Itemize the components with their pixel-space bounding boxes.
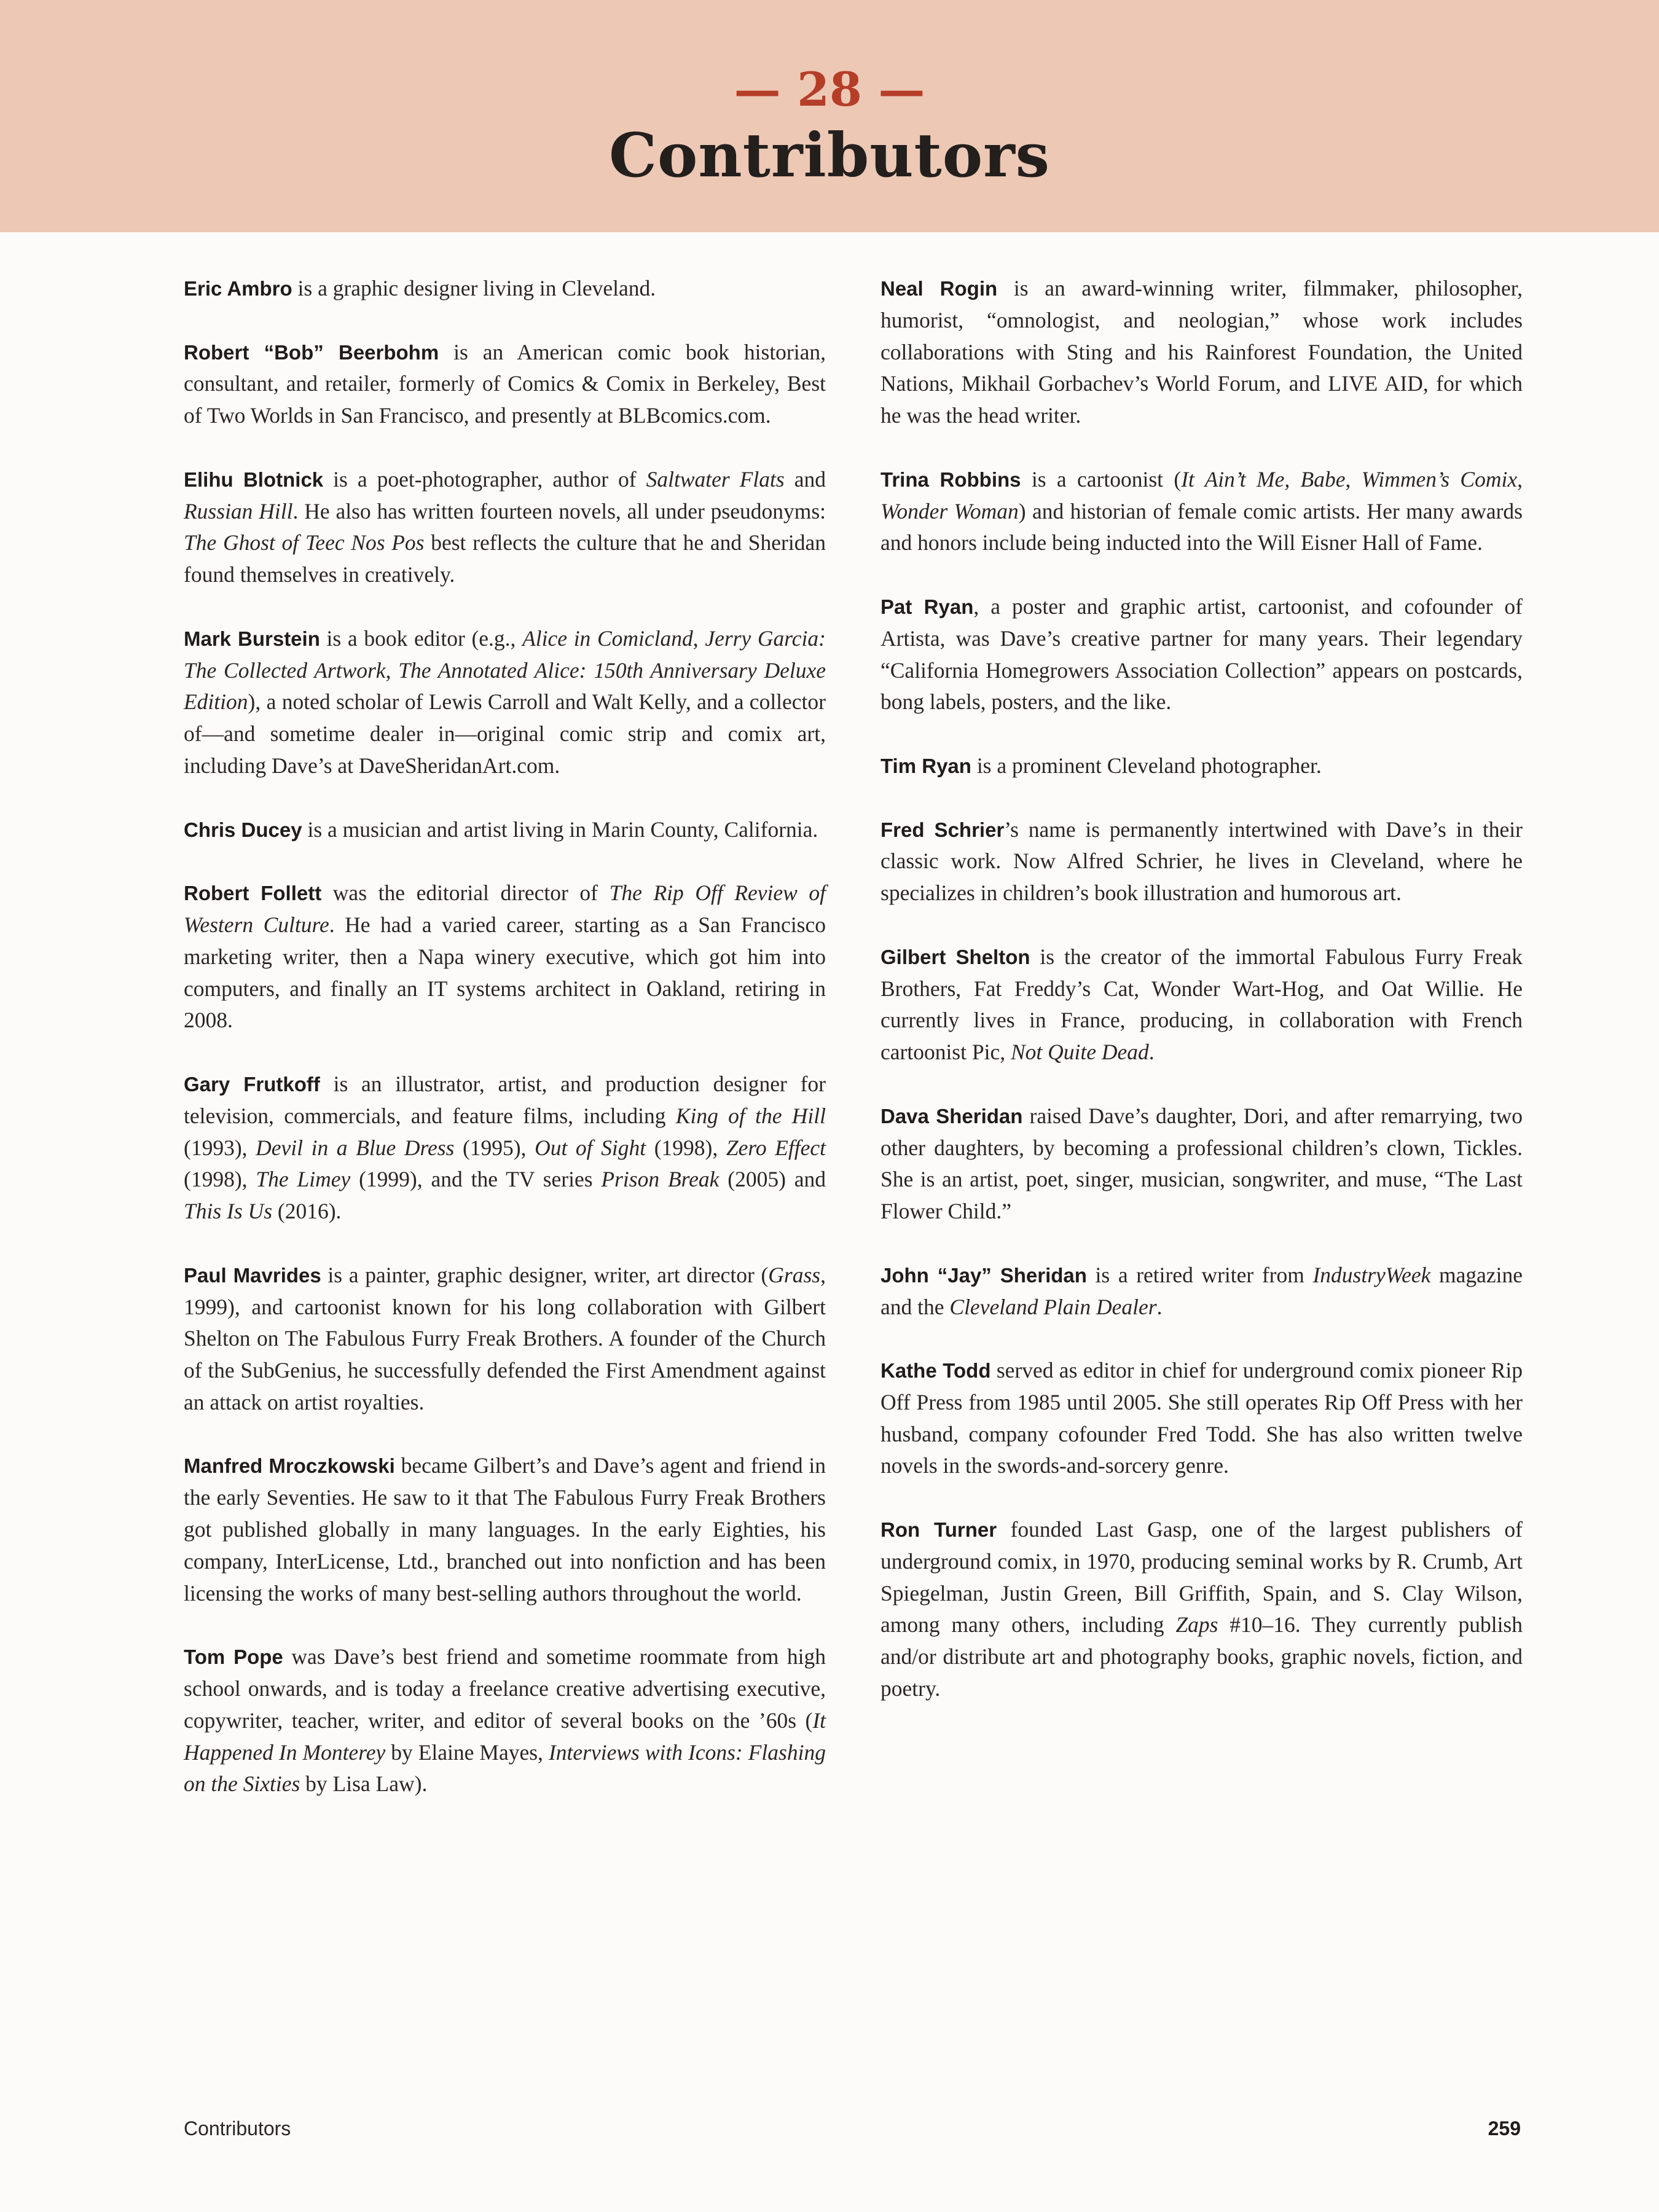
- bio-text: ,: [1517, 466, 1523, 492]
- bio-text: ,: [1345, 466, 1362, 492]
- contributor-name: Paul Mavrides: [184, 1263, 321, 1287]
- contributor-name: Eric Ambro: [184, 277, 292, 300]
- bio-text: by Elaine Mayes,: [385, 1739, 549, 1765]
- italic-title: Zero Effect: [726, 1135, 826, 1160]
- italic-title: Zaps: [1175, 1612, 1218, 1637]
- italic-title: The Rip Off Review of Western Culture: [184, 880, 826, 937]
- italic-title: Out of Sight: [535, 1135, 646, 1160]
- bio-text: (1993),: [184, 1135, 256, 1160]
- contributor-name: Robert “Bob” Beerbohm: [184, 340, 439, 364]
- contributor-name: Pat Ryan: [880, 595, 974, 618]
- bio-text: is a graphic designer living in Cleveland.: [292, 276, 656, 300]
- contributor-entry: [184, 623, 826, 782]
- italic-title: Devil in a Blue Dress: [256, 1135, 455, 1160]
- footer-section-label: Contributors: [184, 2117, 291, 2139]
- contributor-name: Tom Pope: [184, 1645, 283, 1669]
- contributor-entry: [184, 464, 826, 591]
- bio-text: is an illustrator, artist, and production designer for television, commercials, and feature films, including: [184, 1071, 826, 1128]
- bio-text: is a cartoonist (: [1021, 466, 1182, 492]
- italic-title: Jerry Garcia: The Collected Artwork: [184, 626, 826, 683]
- chapter-number: — 28 —: [734, 62, 925, 117]
- italic-title: Russian Hill: [184, 498, 293, 524]
- contributor-name: Chris Ducey: [184, 818, 302, 841]
- italic-title: Interviews with Icons: Flashing on the Sixties: [184, 1739, 826, 1797]
- bio-text: is a book editor (e.g.,: [320, 626, 523, 651]
- italic-title: This Is Us: [184, 1199, 273, 1224]
- bio-text: is a painter, graphic designer, writer, art director (: [321, 1262, 769, 1287]
- italic-title: IndustryWeek: [1312, 1262, 1431, 1287]
- contributor-name: Tim Ryan: [880, 754, 971, 777]
- bio-text: by Lisa Law).: [300, 1771, 428, 1797]
- contributor-entry: [880, 1514, 1523, 1705]
- bio-text: is a poet-photographer, author of: [323, 466, 646, 492]
- bio-text: is an American comic book historian, consultant, and retailer, formerly of Comics & Comix in Berkeley, Best of Two Worlds in San Francisco, and presently at BLBcomics.com.: [184, 339, 826, 428]
- contributor-entry: [880, 814, 1523, 909]
- bio-text: (1998),: [646, 1135, 726, 1160]
- contributor-name: Dava Sheridan: [880, 1104, 1023, 1128]
- bio-text: is a retired writer from: [1086, 1262, 1313, 1287]
- bio-text: ), a noted scholar of Lewis Carroll and Walt Kelly, and a collector of—and sometime dealer in—original comic strip and comix art, including Dave’s at DaveSheridanArt.com.: [184, 689, 826, 778]
- bio-text: . He had a varied career, starting as a San Francisco marketing writer, then a Napa winery executive, which got him into computers, and finally an IT systems architect in Oakland, retiring in 2008.: [184, 912, 826, 1033]
- bio-text: best reflects the culture that he and Sheridan found themselves in creatively.: [184, 530, 826, 587]
- italic-title: It Ain’t Me, Babe: [1181, 466, 1346, 492]
- bio-text: served as editor in chief for underground comix pioneer Rip Off Press from 1985 until 2005. She still operates Rip Off Press with her husband, company cofounder Fred Todd. She has also written twelve novels in the swords-and-sorcery genre.: [880, 1358, 1523, 1478]
- contributor-entry: [184, 273, 826, 305]
- bio-text: magazine and the: [880, 1262, 1523, 1319]
- contributor-entry: [880, 1100, 1523, 1228]
- chapter-header: [0, 0, 1659, 232]
- italic-title: Alice in Comicland: [522, 626, 693, 651]
- italic-title: The Ghost of Teec Nos Pos: [184, 530, 425, 555]
- italic-title: Wimmen’s Comix: [1361, 466, 1518, 492]
- contributor-name: Fred Schrier: [880, 818, 1005, 841]
- contributor-entry: [184, 814, 826, 846]
- bio-text: is a musician and artist living in Marin County, California.: [302, 817, 818, 842]
- bio-text: ) and historian of female comic artists. Her many awards and honors include being inducted into the Will Eisner Hall of Fame.: [880, 498, 1523, 555]
- italic-title: King of the Hill: [675, 1103, 826, 1128]
- bio-text: became Gilbert’s and Dave’s agent and friend in the early Seventies. He saw to it that The Fabulous Furry Freak Brothers got published globally in many languages. In the early Eighties, his company, InterLicense, Ltd., branched out into nonfiction and has been licensing the works of many best-selling authors throughout the world.: [184, 1453, 826, 1606]
- bio-text: ,: [385, 657, 399, 683]
- contributor-entry: [184, 1260, 826, 1419]
- bio-text: (1998),: [184, 1167, 256, 1192]
- page-title: Contributors: [609, 120, 1050, 191]
- contributor-name: Gary Frutkoff: [184, 1072, 320, 1096]
- contributor-name: Gilbert Shelton: [880, 945, 1030, 968]
- contributor-name: Mark Burstein: [184, 627, 320, 650]
- bio-text: , a poster and graphic artist, cartoonist, and cofounder of Artista, was Dave’s creative partner for many years. Their legendary “California Homegrowers Association Collection” appears on postcards, bong labels, posters, and the like.: [880, 594, 1523, 715]
- contributor-entry: [880, 273, 1523, 432]
- italic-title: The Limey: [256, 1167, 351, 1192]
- bio-text: (2016).: [272, 1199, 342, 1224]
- bio-text: is an award-winning writer, filmmaker, philosopher, humorist, “omnologist, and neologian,” whose work includes collaborations with Sting and his Rainforest Foundation, the United Nations, Mikhail Gorbachev’s World Forum, and LIVE AID, for which he was the head writer.: [880, 276, 1523, 428]
- contributor-entry: [184, 1450, 826, 1609]
- contributor-entry: [880, 750, 1523, 782]
- contributor-entry: [184, 337, 826, 432]
- bio-text: (1995),: [454, 1135, 535, 1160]
- contributor-entry: [184, 1641, 826, 1800]
- contributor-entry: [880, 1260, 1523, 1324]
- contributor-entry: [880, 591, 1523, 718]
- italic-title: Wonder Woman: [880, 498, 1019, 524]
- italic-title: The Annotated Alice: 150th Anniversary Deluxe Edition: [184, 657, 826, 715]
- right-column: [880, 273, 1523, 1737]
- bio-text: , 1999), and cartoonist known for his long collaboration with Gilbert Shelton on The Fabulous Furry Freak Brothers. A founder of the Church of the SubGenius, he successfully defended the First Amendment against an attack on artist royalties.: [184, 1262, 826, 1414]
- italic-title: It Happened In Monterey: [184, 1708, 826, 1765]
- contributor-entry: [880, 464, 1523, 559]
- italic-title: Not Quite Dead: [1010, 1040, 1149, 1065]
- contributor-name: Kathe Todd: [880, 1359, 991, 1382]
- bio-text: ,: [692, 626, 705, 651]
- bio-text: was the editorial director of: [321, 880, 610, 906]
- contributor-name: Neal Rogin: [880, 277, 998, 300]
- bio-text: (1999), and the TV series: [350, 1167, 602, 1192]
- bio-text: .: [1156, 1294, 1163, 1319]
- italic-title: Saltwater Flats: [646, 466, 785, 492]
- contributor-name: Robert Follett: [184, 882, 322, 905]
- contributor-name: Ron Turner: [880, 1518, 997, 1542]
- bio-text: (2005) and: [719, 1167, 826, 1192]
- bio-text: . He also has written fourteen novels, all under pseudonyms:: [292, 498, 826, 524]
- bio-text: .: [1148, 1040, 1155, 1065]
- page-number: 259: [1488, 2117, 1521, 2139]
- bio-text: raised Dave’s daughter, Dori, and after remarrying, two other daughters, by becoming a professional children’s clown, Tickles. She is an artist, poet, singer, musician, songwriter, and muse, “The Last Flower Child.”: [880, 1103, 1523, 1224]
- contributor-name: John “Jay” Sheridan: [880, 1263, 1087, 1287]
- italic-title: Cleveland Plain Dealer: [949, 1294, 1157, 1319]
- left-column: [184, 273, 826, 1832]
- contributor-name: Manfred Mroczkowski: [184, 1454, 395, 1478]
- bio-text: was Dave’s best friend and sometime roommate from high school onwards, and is today a freelance creative advertising executive, copywriter, teacher, writer, and editor of several books on the ’60s (: [184, 1644, 826, 1733]
- italic-title: Grass: [768, 1262, 821, 1287]
- bio-text: is a prominent Cleveland photographer.: [971, 753, 1322, 778]
- contributor-name: Trina Robbins: [880, 468, 1021, 491]
- contributor-entry: [880, 1355, 1523, 1482]
- italic-title: Prison Break: [601, 1167, 720, 1192]
- bio-text: ’s name is permanently intertwined with Dave’s in their classic work. Now Alfred Schrier, he lives in Cleveland, where he specializes in children’s book illustration and humorous art.: [880, 817, 1523, 906]
- contributor-entry: [880, 941, 1523, 1069]
- contributor-entry: [184, 1069, 826, 1228]
- bio-text: is the creator of the immortal Fabulous Furry Freak Brothers, Fat Freddy’s Cat, Wonder Wart-Hog, and Oat Willie. He currently lives in France, producing, in collaboration with French cartoonist Pic,: [880, 944, 1523, 1065]
- contributor-name: Elihu Blotnick: [184, 468, 324, 491]
- contributor-entry: [184, 877, 826, 1037]
- bio-text: #10–16. They currently publish and/or distribute art and photography books, graphic novels, fiction, and poetry.: [880, 1612, 1523, 1701]
- bio-text: and: [784, 466, 826, 492]
- bio-text: founded Last Gasp, one of the largest publishers of underground comix, in 1970, producing seminal works by R. Crumb, Art Spiegelman, Justin Green, Bill Griffith, Spain, and S. Clay Wilson, among many others, including: [880, 1517, 1523, 1637]
